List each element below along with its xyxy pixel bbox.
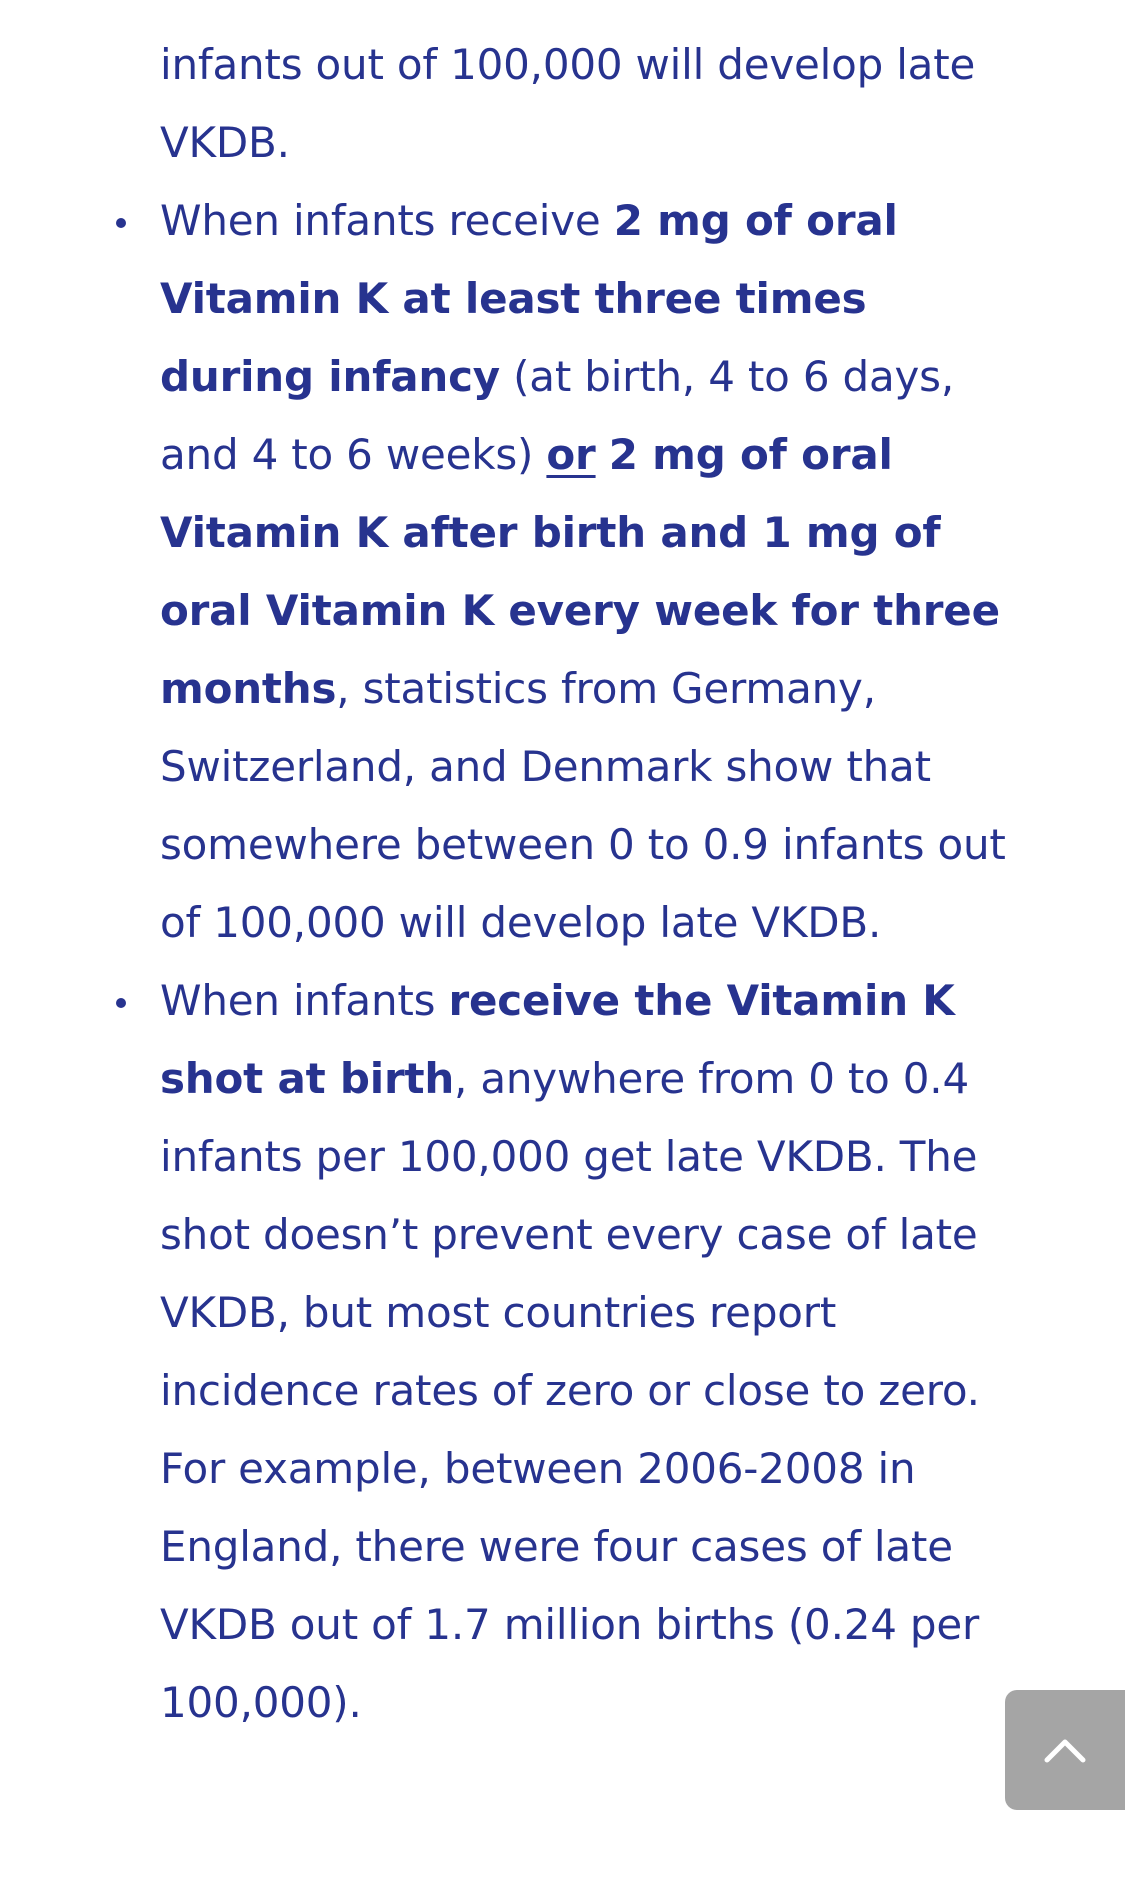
bullet-list [160, 182, 1020, 1742]
chevron-up-icon [1039, 1724, 1091, 1776]
bullet-dot-icon [116, 218, 126, 228]
article-content [160, 26, 1020, 1742]
bullet-item-oral-dosing [160, 182, 1020, 962]
bullet-text-segment: , anywhere from 0 to 0.4 infants per 100,000 get late VKDB. The shot doesn’t prevent every case of late VKDB, but most countries report incidence rates of zero or close to zero. For example, between 2006-2008 in England, there were four cases of late VKDB out of 1.7 million births (0.24 per 100,000). [160, 1054, 980, 1727]
bullet-text-segment: (at birth, 4 to 6 days, and 4 to 6 weeks) [160, 352, 954, 479]
bullet-text-bold: 2 mg of oral Vitamin K after birth and 1 mg of oral Vitamin K every week for three months [160, 430, 1000, 713]
bullet-text-bold: 2 mg of oral Vitamin K at least three times during infancy [160, 196, 898, 401]
paragraph-continuation: infants out of 100,000 will develop late VKDB. [160, 40, 976, 167]
back-to-top-button[interactable] [1005, 1690, 1125, 1810]
bullet-text-segment: When infants [160, 976, 449, 1025]
bullet-text-underline: or [546, 430, 596, 479]
bullet-text-segment: , statistics from Germany, Switzerland, and Denmark show that somewhere between 0 to 0.9 infants out of 100,000 will develop late VKDB. [160, 664, 1006, 947]
bullet-text-bold: receive the Vitamin K shot at birth [160, 976, 955, 1103]
bullet-text-segment: When infants receive [160, 196, 614, 245]
bullet-text-segment [596, 430, 609, 479]
bullet-dot-icon [116, 998, 126, 1008]
bullet-item-vitamin-k-shot [160, 962, 1020, 1742]
